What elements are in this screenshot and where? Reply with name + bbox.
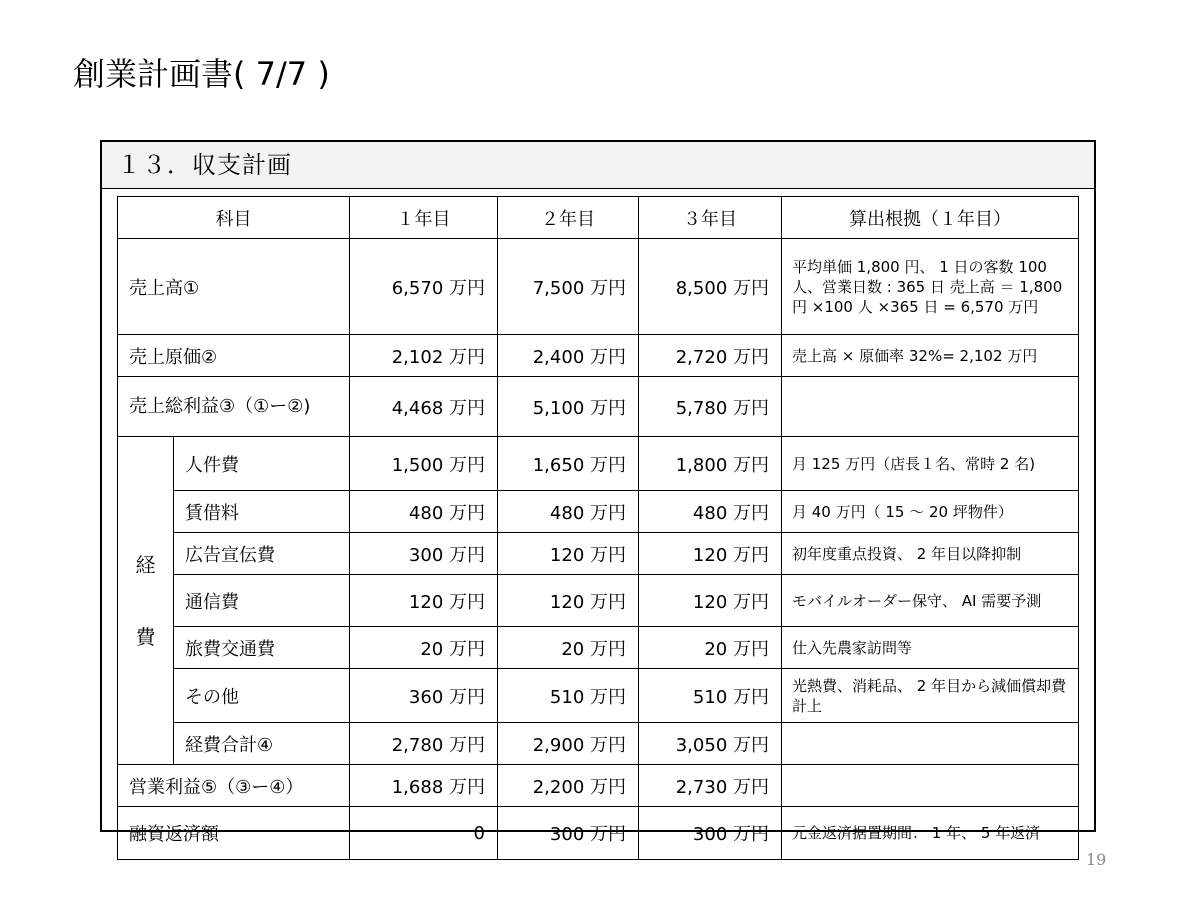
header-basis: 算出根拠（１年目） (782, 197, 1079, 239)
row-label: 売上原価② (118, 335, 350, 377)
row-label: 旅費交通費 (174, 627, 350, 669)
value-year2: 510 万円 (498, 669, 639, 723)
section-heading: １３．収支計画 (102, 142, 1094, 189)
value-year1: 360 万円 (350, 669, 498, 723)
value-year2: 2,900 万円 (498, 723, 639, 765)
value-year3: 5,780 万円 (639, 377, 782, 437)
row-label: 人件費 (174, 437, 350, 491)
value-year3: 8,500 万円 (639, 239, 782, 335)
header-year2: ２年目 (498, 197, 639, 239)
table-row-gross-profit (118, 377, 1079, 437)
table-row-personnel (118, 437, 1079, 491)
value-year1: 6,570 万円 (350, 239, 498, 335)
basis-text: 元金返済据置期間： 1 年、 5 年返済 (782, 807, 1079, 860)
income-expense-plan-table (117, 196, 1079, 860)
table-row-rent (118, 491, 1079, 533)
value-year2: 480 万円 (498, 491, 639, 533)
row-label: 売上高① (118, 239, 350, 335)
basis-text: 月 40 万円（ 15 〜 20 坪物件） (782, 491, 1079, 533)
expense-group-char-1: 経 (135, 552, 156, 577)
value-year3: 20 万円 (639, 627, 782, 669)
basis-text: 仕入先農家訪問等 (782, 627, 1079, 669)
value-year1: 4,468 万円 (350, 377, 498, 437)
value-year1: 20 万円 (350, 627, 498, 669)
value-year2: 1,650 万円 (498, 437, 639, 491)
value-year3: 300 万円 (639, 807, 782, 860)
row-label: その他 (174, 669, 350, 723)
value-year1: 1,500 万円 (350, 437, 498, 491)
value-year3: 480 万円 (639, 491, 782, 533)
value-year2: 7,500 万円 (498, 239, 639, 335)
value-year2: 300 万円 (498, 807, 639, 860)
value-year2: 2,200 万円 (498, 765, 639, 807)
header-year1: １年目 (350, 197, 498, 239)
row-label: 融資返済額 (118, 807, 350, 860)
expense-group-char-2: 費 (135, 624, 156, 649)
table-row-sales (118, 239, 1079, 335)
table-row-operating-profit (118, 765, 1079, 807)
basis-text: 平均単価 1,800 円、 1 日の客数 100 人、営業日数 : 365 日 売上高 ＝ 1,800 円 ×100 人 ×365 日 = 6,570 万円 (782, 239, 1079, 335)
value-year1: 2,102 万円 (350, 335, 498, 377)
value-year1: 0 (350, 807, 498, 860)
table-row-communication (118, 575, 1079, 627)
basis-text: 光熱費、消耗品、 2 年目から減価償却費計上 (782, 669, 1079, 723)
basis-text: 売上高 × 原価率 32%= 2,102 万円 (782, 335, 1079, 377)
header-year3: ３年目 (639, 197, 782, 239)
basis-text (782, 723, 1079, 765)
table-header-row (118, 197, 1079, 239)
table-row-advertising (118, 533, 1079, 575)
row-label: 経費合計④ (174, 723, 350, 765)
table-row-cogs (118, 335, 1079, 377)
value-year1: 1,688 万円 (350, 765, 498, 807)
row-label: 賃借料 (174, 491, 350, 533)
value-year2: 120 万円 (498, 533, 639, 575)
value-year1: 480 万円 (350, 491, 498, 533)
page-title: 創業計画書( 7/7 ) (73, 55, 330, 93)
value-year2: 120 万円 (498, 575, 639, 627)
value-year3: 120 万円 (639, 533, 782, 575)
expense-group-label (118, 437, 174, 765)
header-item: 科目 (118, 197, 350, 239)
value-year3: 2,730 万円 (639, 765, 782, 807)
basis-text (782, 765, 1079, 807)
basis-text: モバイルオーダー保守、 AI 需要予測 (782, 575, 1079, 627)
value-year3: 120 万円 (639, 575, 782, 627)
basis-text: 月 125 万円（店長１名、常時 2 名) (782, 437, 1079, 491)
value-year3: 1,800 万円 (639, 437, 782, 491)
value-year1: 300 万円 (350, 533, 498, 575)
value-year2: 20 万円 (498, 627, 639, 669)
value-year1: 120 万円 (350, 575, 498, 627)
value-year2: 2,400 万円 (498, 335, 639, 377)
row-label: 通信費 (174, 575, 350, 627)
row-label: 広告宣伝費 (174, 533, 350, 575)
value-year3: 2,720 万円 (639, 335, 782, 377)
row-label: 売上総利益③（①ー②) (118, 377, 350, 437)
basis-text (782, 377, 1079, 437)
table-row-other (118, 669, 1079, 723)
table-row-expense-total (118, 723, 1079, 765)
basis-text: 初年度重点投資、 2 年目以降抑制 (782, 533, 1079, 575)
table-row-loan-repayment (118, 807, 1079, 860)
table-row-travel (118, 627, 1079, 669)
value-year3: 3,050 万円 (639, 723, 782, 765)
value-year1: 2,780 万円 (350, 723, 498, 765)
page-number: 19 (1086, 850, 1107, 869)
value-year3: 510 万円 (639, 669, 782, 723)
value-year2: 5,100 万円 (498, 377, 639, 437)
row-label: 営業利益⑤（③ー④） (118, 765, 350, 807)
